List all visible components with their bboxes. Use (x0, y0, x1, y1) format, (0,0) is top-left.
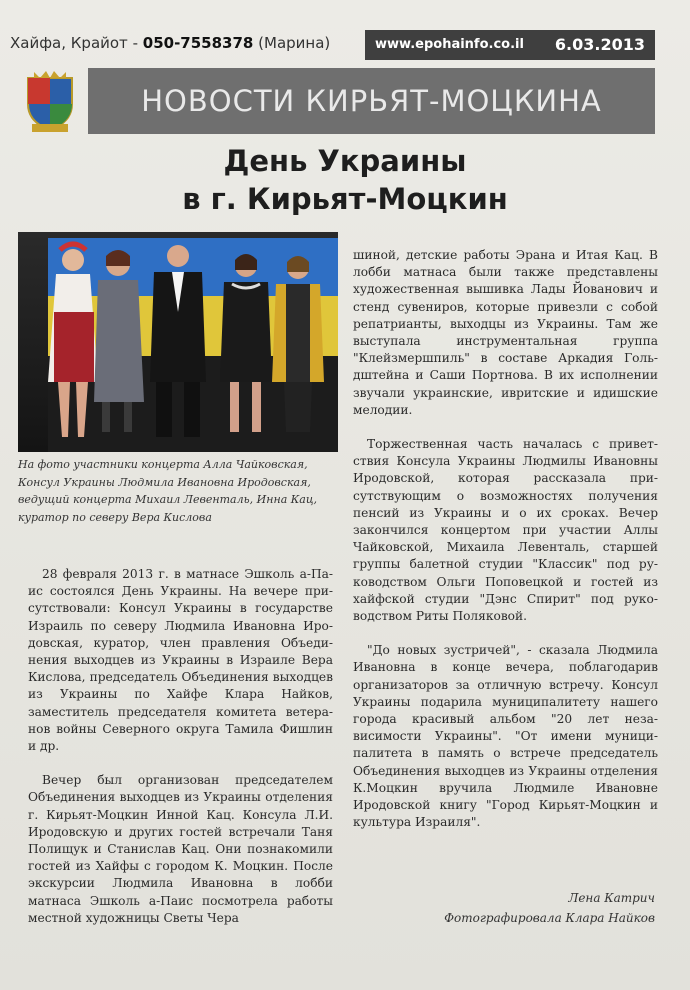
city-emblem-icon (20, 68, 80, 134)
article-column-right (353, 247, 658, 849)
paragraph-5: "До новых зустричей", - сказала Людмила Ивановна в конце вечера, поблагодарив организаторов за отличную встречу. Консул Украины подарила муниципалитету нашего города красивый альбом "20 лет независимости Украины". "От имени муниципалитета в память о встрече председатель Объединения выходцев из Украины отделения К.Моцкин вручила Людмиле Ивановне Иродовской книгу "Город Кирьят-Моцкин и культура Израиля". (353, 643, 658, 830)
headline-line-1: День Украины (223, 144, 467, 178)
website-url: www.epohainfo.co.il (375, 37, 524, 52)
concert-photo (18, 232, 338, 452)
article-column-left (28, 566, 333, 944)
article-headline (60, 142, 630, 218)
contact-name: (Марина) (258, 34, 331, 52)
website-date-box (365, 30, 655, 60)
paragraph-3: шиной, детские работы Эрана и Итая Кац. В лобби матнаса были также представлены художественная вышивка Лады Йованович и стенд сувениров, которые привезли с собой репатрианты, выходцы из Украины. Там же выступала инструментальная группа "Клейзмершпиль" в составе Аркадия Гольдштейна и Саши Портнова. В их исполнении звучали украинские, ивритские и идишские мелодии. (353, 248, 658, 417)
photo-caption: На фото участники концерта Алла Чайковская, Консул Украины Людмила Ивановна Иродовская, ведущий концерта Михаил Левенталь, Инна Кац, куратор по северу Вера Кислова (18, 458, 317, 524)
paragraph-1: 28 февраля 2013 г. в матнасе Эшколь а-Паис состоялся День Украины. На вечере присутствовали: Консул Украины в государстве Израиль по северу Людмила Ивановна Иродовская, куратор, член правления Объединения выходцев из Украины в Израиле Вера Кислова, председатель Объединения выходцев из Украины по Хайфе Клара Найков, заместитель председателя комитета ветеранов войны Северного округа Тамила Фишлин и др. (28, 567, 333, 754)
city-label: Хайфа, Крайот - (10, 34, 138, 52)
section-header: НОВОСТИ КИРЬЯТ-МОЦКИНА (88, 68, 655, 134)
top-strip (10, 30, 655, 60)
author-name: Лена Катрич (568, 891, 655, 905)
article-signature (380, 888, 655, 928)
photo-credit: Фотографировала Клара Найков (444, 911, 655, 925)
phone-number: 050-7558378 (142, 34, 254, 52)
issue-date: 6.03.2013 (554, 35, 645, 54)
contact-line (10, 34, 330, 58)
paragraph-4: Торжественная часть началась с приветствия Консула Украины Людмилы Ивановны Иродовской, которая рассказала присутствующим о возможностях получения пенсий из Украины и о их сроках. Вечер закончился концертом при участии Аллы Чайковской, Михаила Левенталь, старшей группы балетной студии "Классик" под руководством Ольги Поповецкой и гостей из хайфской студии "Дэнс Спирит" под руководством Риты Поляковой. (353, 437, 658, 624)
paragraph-2: Вечер был организован председателем Объединения выходцев из Украины отделения г. Кирьят-Моцкин Инной Кац. Консула Л.И. Иродовскую и других гостей встречали Таня Полищук и Станислав Кац. Они познакомили гостей из Хайфы с городом К. Моцкин. После экскурсии Людмила Ивановна в лобби матнаса Эшколь а-Паис посмотрела работы местной художницы Светы Чера (28, 773, 333, 925)
headline-line-2: в г. Кирьят-Моцкин (182, 182, 508, 216)
